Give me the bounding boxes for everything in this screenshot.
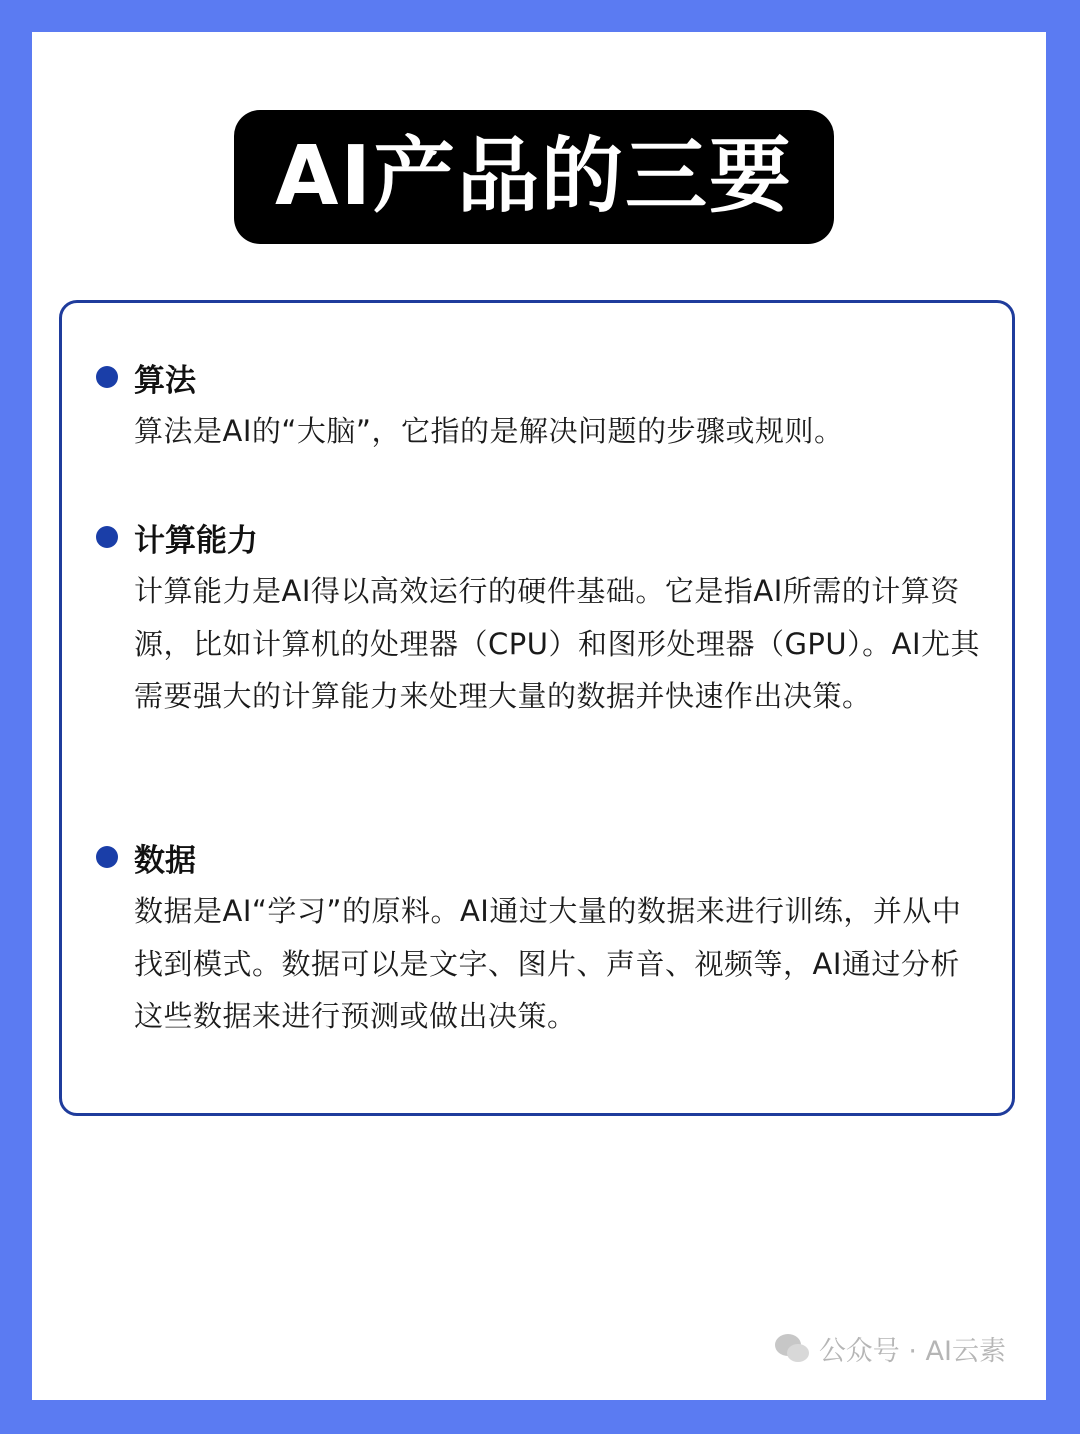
section-computing-power <box>96 515 988 723</box>
section-title: 数据 <box>134 842 196 879</box>
section-data <box>96 835 988 1043</box>
section-body: 算法是AI的“大脑”，它指的是解决问题的步骤或规则。 <box>134 414 844 448</box>
section-title: 计算能力 <box>134 522 258 559</box>
content-panel <box>59 300 1015 1116</box>
section-header <box>96 515 988 559</box>
bullet-icon <box>96 526 118 548</box>
wechat-icon <box>775 1334 811 1364</box>
bullet-icon <box>96 846 118 868</box>
watermark <box>775 1329 1006 1368</box>
section-header <box>96 355 988 399</box>
section-header <box>96 835 988 879</box>
watermark-text: 公众号 · AI云素 <box>818 1336 1006 1367</box>
section-title: 算法 <box>134 362 196 399</box>
content-card <box>32 32 1046 1400</box>
page-title: AI产品的三要素 <box>234 110 834 244</box>
bullet-icon <box>96 366 118 388</box>
section-algorithm <box>96 355 988 458</box>
section-body: 数据是AI“学习”的原料。AI通过大量的数据来进行训练，并从中找到模式。数据可以是文字、图片、声音、视频等，AI通过分析这些数据来进行预测或做出决策。 <box>134 894 962 1033</box>
section-body: 计算能力是AI得以高效运行的硬件基础。它是指AI所需的计算资源，比如计算机的处理器（CPU）和图形处理器（GPU）。AI尤其需要强大的计算能力来处理大量的数据并快速作出决策。 <box>134 574 981 713</box>
